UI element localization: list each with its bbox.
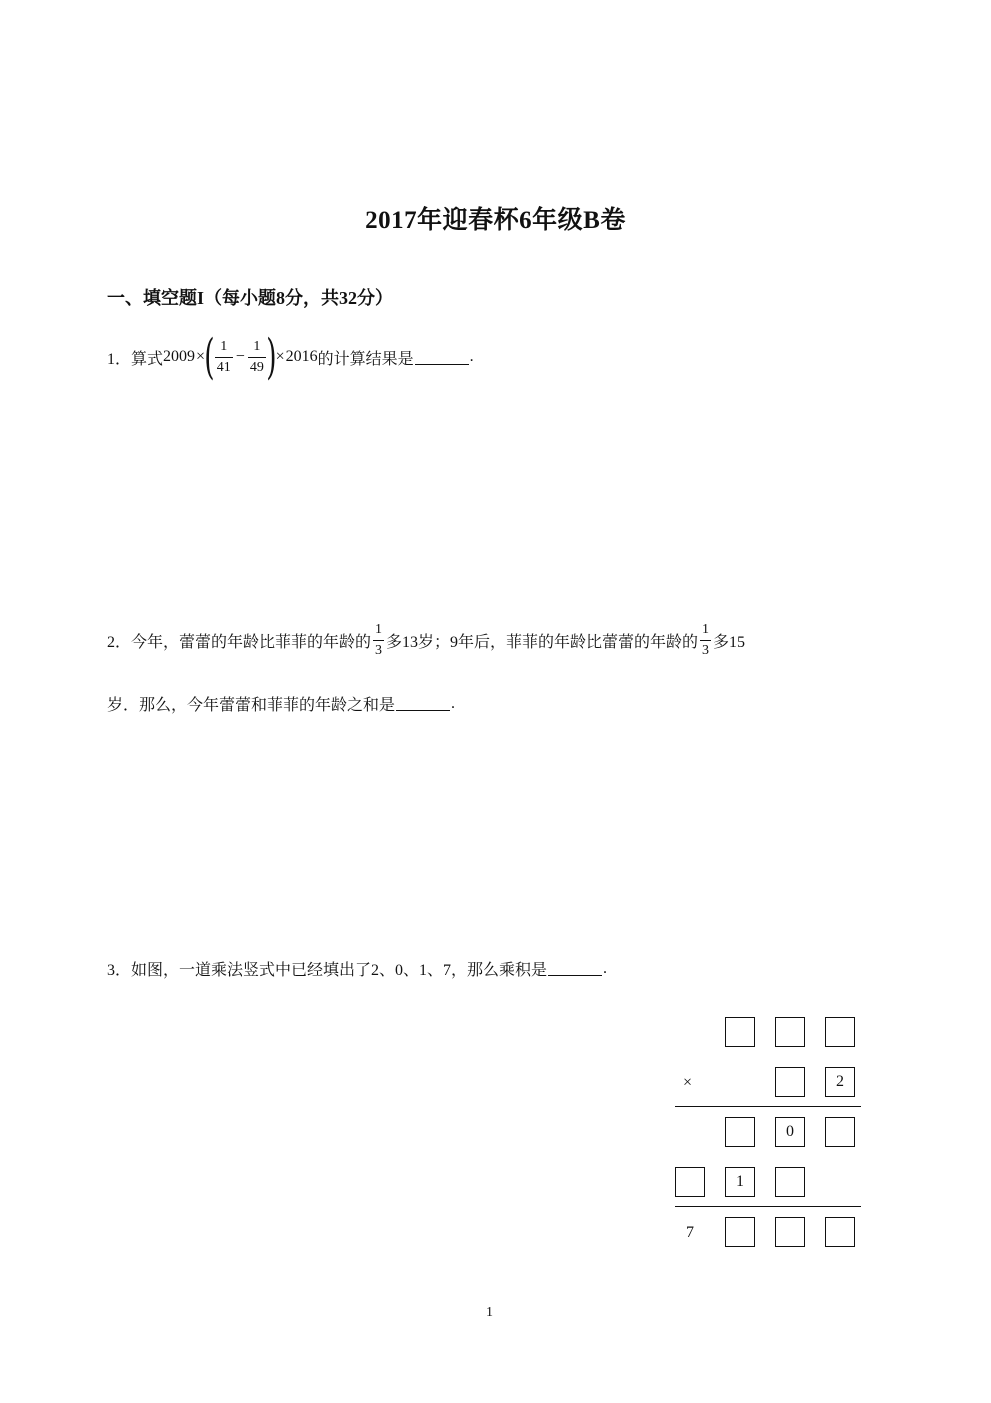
fraction-denominator: 3 <box>700 640 711 658</box>
fraction-denominator: 41 <box>215 357 233 375</box>
question-number: 3． <box>107 962 132 979</box>
question-text: 岁．那么，今年蕾蕾和菲菲的年龄之和是 <box>107 697 396 714</box>
minus-symbol: − <box>235 348 245 365</box>
fraction <box>248 340 266 375</box>
digit-box-filled: 1 <box>725 1167 755 1197</box>
question-number: 2． <box>107 633 132 651</box>
question-3 <box>107 957 607 980</box>
question-text: 今年，蕾蕾的年龄比菲菲的年龄的 <box>131 633 372 651</box>
times-symbol: × <box>275 348 285 365</box>
question-text: 多15 <box>713 633 746 651</box>
page-title: 2017年迎春杯6年级B卷 <box>365 207 626 234</box>
left-paren: ( <box>204 329 215 385</box>
period: . <box>469 348 474 365</box>
fraction <box>215 340 233 375</box>
fraction <box>700 623 711 658</box>
times-symbol: × <box>196 348 206 365</box>
period: . <box>451 694 456 712</box>
rule-line <box>675 1106 861 1107</box>
answer-blank[interactable] <box>396 696 450 711</box>
digit-box[interactable] <box>825 1217 855 1247</box>
math-number: 2009 <box>163 348 196 365</box>
question-text: 如图，一道乘法竖式中已经填出了2、0、1、7，那么乘积是 <box>131 962 548 979</box>
digit-box[interactable] <box>825 1017 855 1047</box>
question-number: 1． <box>107 350 132 368</box>
rule-line <box>675 1206 861 1207</box>
question-text: 的计算结果是 <box>317 350 414 368</box>
right-paren: ) <box>266 329 277 385</box>
digit-box[interactable] <box>825 1117 855 1147</box>
fraction-numerator: 1 <box>220 338 228 354</box>
period: . <box>603 959 608 977</box>
digit-box-filled: 2 <box>825 1067 855 1097</box>
question-text: 多13岁；9年后，菲菲的年龄比蕾蕾的年龄的 <box>386 633 699 651</box>
question-1 <box>107 329 474 385</box>
fraction <box>373 623 384 658</box>
question-2-line-2 <box>107 692 455 715</box>
question-2 <box>107 618 745 662</box>
math-number: 2016 <box>285 348 318 365</box>
digit-box[interactable] <box>775 1017 805 1047</box>
digit-box[interactable] <box>725 1017 755 1047</box>
page-number: 1 <box>486 1305 493 1320</box>
digit-box[interactable] <box>775 1167 805 1197</box>
digit-box-filled: 0 <box>775 1117 805 1147</box>
fraction-numerator: 1 <box>253 338 261 354</box>
digit-box[interactable] <box>675 1167 705 1197</box>
fraction-numerator: 1 <box>375 621 383 637</box>
answer-blank[interactable] <box>548 961 602 976</box>
fraction-numerator: 1 <box>702 621 710 637</box>
product-digit: 7 <box>686 1224 694 1241</box>
section-heading: 一、填空题I（每小题8分，共32分） <box>107 288 394 308</box>
digit-box[interactable] <box>775 1067 805 1097</box>
fraction-denominator: 49 <box>248 357 266 375</box>
answer-blank[interactable] <box>415 350 469 365</box>
times-symbol: × <box>683 1074 693 1091</box>
digit-box[interactable] <box>725 1117 755 1147</box>
fraction-denominator: 3 <box>373 640 384 658</box>
digit-box[interactable] <box>775 1217 805 1247</box>
digit-box[interactable] <box>725 1217 755 1247</box>
question-text: 算式 <box>131 350 164 368</box>
